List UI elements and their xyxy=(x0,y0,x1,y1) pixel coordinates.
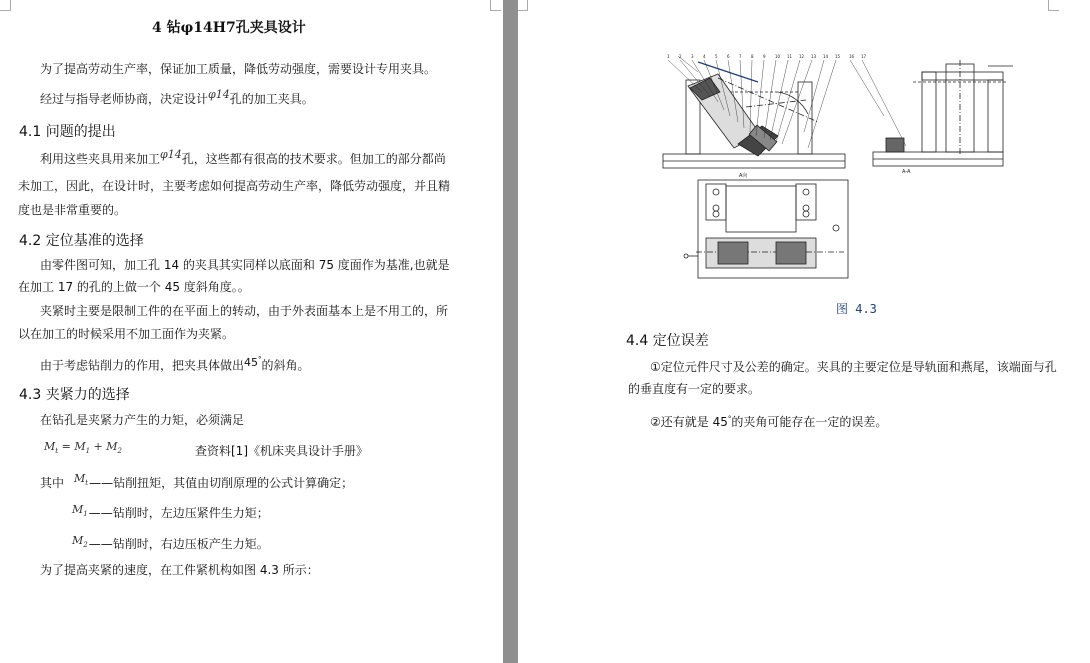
right-page xyxy=(518,0,1090,663)
def-line-t xyxy=(40,472,354,495)
s41-line-1 xyxy=(40,148,446,167)
formula-moment xyxy=(44,440,122,455)
plan-view xyxy=(684,180,848,278)
side-view xyxy=(873,60,1013,166)
formula-sub-t: t xyxy=(55,447,59,456)
reference-note: 查资料[1]《机床夹具设计手册》 xyxy=(195,444,368,458)
formula-M: M xyxy=(72,534,84,547)
formula-sub-1: 1 xyxy=(83,510,88,519)
callout-number: 7 xyxy=(739,54,742,59)
intro-text-b: 孔的加工夹具。 xyxy=(229,92,314,106)
callout-number: 5 xyxy=(715,54,718,59)
figure-caption: 图 4.3 xyxy=(836,302,877,316)
section-4-4-heading: 4.4 定位误差 xyxy=(626,333,709,349)
angle-45 xyxy=(244,356,262,369)
callout-number: 8 xyxy=(751,54,754,59)
def-1-text: ——钻削时，左边压紧件生力矩； xyxy=(88,506,269,520)
callout-number: 16 xyxy=(849,54,855,59)
intro-paragraph-1: 为了提高劳动生产率，保证加工质量，降低劳动强度，需要设计专用夹具。 xyxy=(40,62,437,76)
formula-M: M xyxy=(74,472,86,485)
formula-M: M xyxy=(106,440,118,453)
section-4-2-heading: 4.2 定位基准的选择 xyxy=(19,233,144,249)
s42-text-b: 的斜角。 xyxy=(261,358,310,373)
s42-line-4: 以在加工的时候采用不加工面作为夹紧。 xyxy=(18,327,235,341)
callout-number: 9 xyxy=(763,54,766,59)
formula-M: M xyxy=(72,503,84,516)
s44-text-a: ②还有就是 45 xyxy=(650,415,728,429)
callout-number: 13 xyxy=(811,54,817,59)
crop-mark xyxy=(1048,0,1059,11)
def-2-text: ——钻削时，右边压板产生力矩。 xyxy=(88,537,269,551)
callout-number: 14 xyxy=(823,54,829,59)
angle-value: 45 xyxy=(244,355,259,369)
callout-number: 17 xyxy=(861,54,867,59)
def-t-text: ——钻削扭矩，其值由切削原理的公式计算确定； xyxy=(89,476,354,490)
callout-number: 1 xyxy=(667,54,670,59)
s42-line-1: 由零件图可知，加工孔 14 的夹具其实同样以底面和 75 度面作为基准,也就是 xyxy=(40,258,450,272)
callout-number: 4 xyxy=(703,54,706,59)
s44-line-1: ①定位元件尺寸及公差的确定。夹具的主要定位是导轨面和燕尾，该端面与孔 xyxy=(650,360,1057,374)
s41-line-3: 度也是非常重要的。 xyxy=(18,203,127,217)
formula-sub-t: t xyxy=(85,479,89,488)
formula-equals: = xyxy=(58,440,75,453)
symbol-Mt xyxy=(74,472,89,488)
s42-line-2: 在加工 17 的孔的上做一个 45 度斜角度。。 xyxy=(18,280,250,294)
s42-line-3: 夹紧时主要是限制工件的在平面上的转动，由于外表面基本上是不用工的，所 xyxy=(40,304,449,318)
left-page xyxy=(0,0,503,663)
phi14-symbol: φ14 xyxy=(160,148,182,161)
chapter-title: 4 钻φ14H7孔夹具设计 xyxy=(152,20,306,36)
callout-number: 6 xyxy=(727,54,730,59)
formula-sub-1: 1 xyxy=(85,447,91,456)
intro-text-a: 经过与指导老师协商，决定设计 xyxy=(40,92,209,106)
fixture-drawing xyxy=(658,52,1018,282)
degree-sign: ° xyxy=(258,355,262,363)
formula-plus: + xyxy=(90,440,107,453)
degree-sign: ° xyxy=(727,415,732,423)
def-line-2 xyxy=(72,534,269,556)
s44-line-2: 的垂直度有一定的要求。 xyxy=(628,382,761,396)
view-label: A向 xyxy=(739,173,748,179)
intro-paragraph-2 xyxy=(40,88,314,107)
callout-number: 11 xyxy=(787,54,793,59)
phi14-symbol: φ14 xyxy=(208,88,230,101)
crop-mark xyxy=(490,0,501,11)
symbol-M1 xyxy=(72,503,88,519)
front-view xyxy=(663,56,845,168)
callout-number: 15 xyxy=(835,54,841,59)
s43-line-1: 在钻孔是夹紧力产生的力矩，必须满足 xyxy=(40,413,245,427)
s44-text-b: 的夹角可能存在一定的误差。 xyxy=(731,415,888,429)
s41-text-a: 利用这些夹具用来加工 xyxy=(40,152,161,166)
section-label: A-A xyxy=(902,169,911,175)
symbol-M2 xyxy=(72,534,88,550)
s43-last-line: 为了提高夹紧的速度，在工件紧机构如图 4.3 所示： xyxy=(40,563,319,577)
section-4-1-heading: 4.1 问题的提出 xyxy=(19,124,116,140)
where-label: 其中 xyxy=(40,476,65,490)
section-4-3-heading: 4.3 夹紧力的选择 xyxy=(19,387,130,403)
def-line-1 xyxy=(72,503,269,525)
callout-number: 12 xyxy=(799,54,805,59)
s44-line-3 xyxy=(650,412,887,429)
callout-number: 2 xyxy=(679,54,682,59)
callout-number: 10 xyxy=(775,54,781,59)
formula-M: M xyxy=(44,440,56,453)
s42-text-a: 由于考虑钻削力的作用，把夹具体做出 xyxy=(40,358,245,373)
s41-line-2: 未加工，因此，在设计时，主要考虑如何提高劳动生产率，降低劳动强度，并且精 xyxy=(18,179,451,193)
s42-line-5 xyxy=(40,356,310,374)
formula-M: M xyxy=(74,440,86,453)
formula-sub-2: 2 xyxy=(83,541,88,550)
crop-mark xyxy=(518,0,528,11)
s41-text-b: 孔，这些都有很高的技术要求。但加工的部分都尚 xyxy=(181,152,446,166)
crop-mark xyxy=(0,0,11,11)
formula-sub-2: 2 xyxy=(117,447,122,456)
callout-number: 3 xyxy=(691,54,694,59)
